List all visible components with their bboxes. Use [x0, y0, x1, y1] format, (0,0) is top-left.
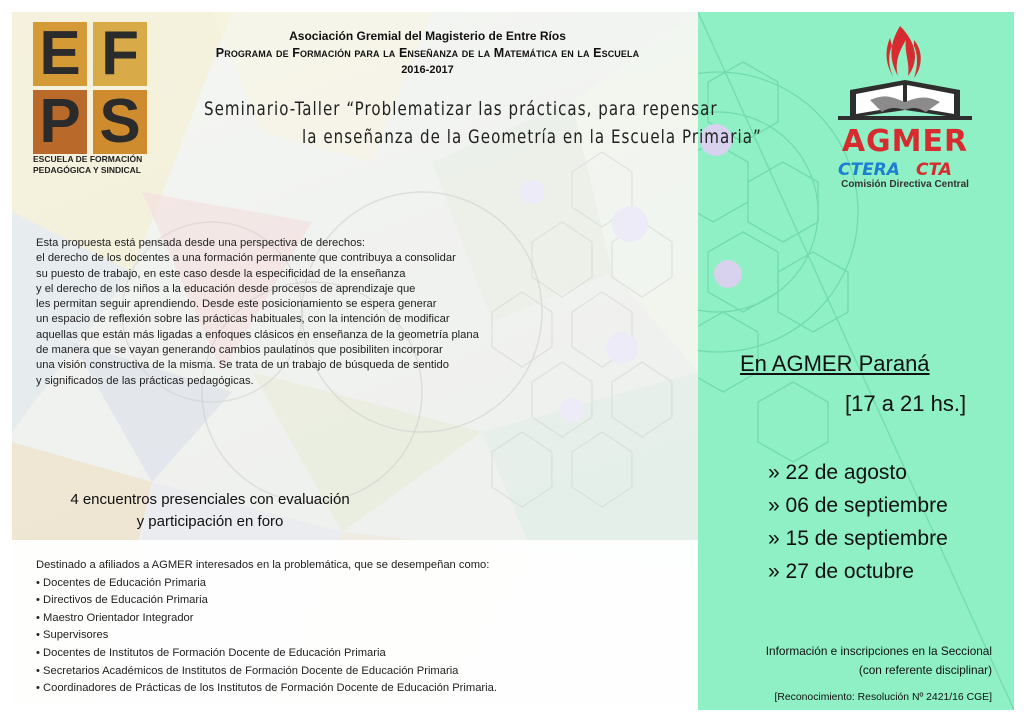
list-item: • Docentes de Institutos de Formación Docente de Educación Primaria: [36, 646, 386, 659]
logo-caption: [33, 154, 151, 176]
logo-letter-e: E: [33, 22, 87, 86]
intro-line: el derecho de los docentes a una formación permanente que contribuya a consolidar: [36, 252, 456, 265]
efps-logo: [33, 19, 148, 177]
registration-line1: Información e inscripciones en la Seccional: [765, 644, 992, 658]
encuentros-line2: y participación en foro: [136, 512, 284, 530]
session-date: » 06 de septiembre: [768, 494, 948, 517]
list-item: • Coordinadores de Prácticas de los Institutos de Formación Docente de Educación Primaria.: [36, 682, 497, 695]
destinatarios-list: [36, 575, 656, 698]
agmer-logo: [830, 18, 980, 193]
program-name: Programa de Formación para la Enseñanza de la Matemática en la Escuela: [215, 46, 640, 60]
venue: En AGMER Paraná: [740, 351, 930, 376]
cta-label: CTA: [916, 160, 952, 180]
program-years: 2016-2017: [401, 64, 454, 76]
intro-line: un espacio de reflexión sobre las prácticas habituales, con la intención de modificar: [36, 313, 450, 326]
list-item: • Directivos de Educación Primaria: [36, 594, 208, 607]
intro-line: les permitan seguir aprendiendo. Desde este posicionamiento se espera generar: [36, 298, 437, 311]
intro-line: Esta propuesta está pensada desde una perspectiva de derechos:: [36, 237, 366, 249]
hours: [17 a 21 hs.]: [845, 391, 967, 416]
ctera-label: CTERA: [838, 160, 900, 180]
intro-line: una visión constructiva de la misma. Se trata de un trabajo de búsqueda de sentido: [36, 359, 449, 372]
list-item: • Secretarios Académicos de Institutos de Formación Docente de Educación Primaria: [36, 664, 459, 677]
list-item: • Maestro Orientador Integrador: [36, 611, 194, 624]
recognition-note: [Reconocimiento: Resolución Nº 2421/16 CGE]: [774, 692, 992, 703]
list-item: • Docentes de Educación Primaria: [36, 576, 206, 589]
encuentros-line1: 4 encuentros presenciales con evaluación: [70, 491, 350, 508]
seminar-title-line2: la enseñanza de la Geometría en la Escuela Primaria”: [302, 126, 762, 148]
agmer-name: AGMER: [841, 124, 969, 159]
logo-caption-line1: ESCUELA DE FORMACIÓN: [33, 154, 143, 164]
intro-line: y significados de las prácticas pedagógicas.: [36, 374, 254, 387]
intro-line: y el derecho de los niños a la educación desde procesos de aprendizaje que: [36, 282, 416, 295]
session-date: » 22 de agosto: [768, 461, 907, 484]
logo-letter-p: P: [33, 90, 87, 154]
destinatarios-intro: Destinado a afiliados a AGMER interesados en la problemática, que se desempeñan como:: [36, 559, 490, 571]
registration-line2: (con referente disciplinar): [858, 662, 992, 677]
logo-letter-s: S: [93, 90, 147, 154]
destinatarios: [36, 557, 656, 698]
intro-line: aquellas que están más ligadas a enfoques clásicos en enseñanza de la geometría plana: [36, 328, 479, 341]
encuentros-info: [40, 489, 380, 532]
logo-caption-line2: PEDAGÓGICA Y SINDICAL: [33, 165, 141, 175]
organization-name: Asociación Gremial del Magisterio de Entre Ríos: [289, 29, 566, 43]
intro-line: de manera que se vayan generando cambios paulatinos que posibiliten incorporar: [36, 344, 443, 357]
intro-paragraph: [36, 236, 556, 389]
seminar-title-line1: Seminario-Taller “Problematizar las prácticas, para repensar: [204, 98, 718, 120]
list-item: • Supervisores: [36, 629, 109, 642]
session-date: » 27 de octubre: [768, 560, 914, 583]
session-date: » 15 de septiembre: [768, 527, 948, 550]
agmer-subtitle: Comisión Directiva Central: [841, 179, 969, 190]
registration-info: [706, 642, 992, 679]
book-flame-icon: [830, 18, 980, 128]
logo-letter-f: F: [93, 22, 147, 86]
intro-line: su puesto de trabajo, en este caso desde la especificidad de la enseñanza: [36, 267, 406, 280]
